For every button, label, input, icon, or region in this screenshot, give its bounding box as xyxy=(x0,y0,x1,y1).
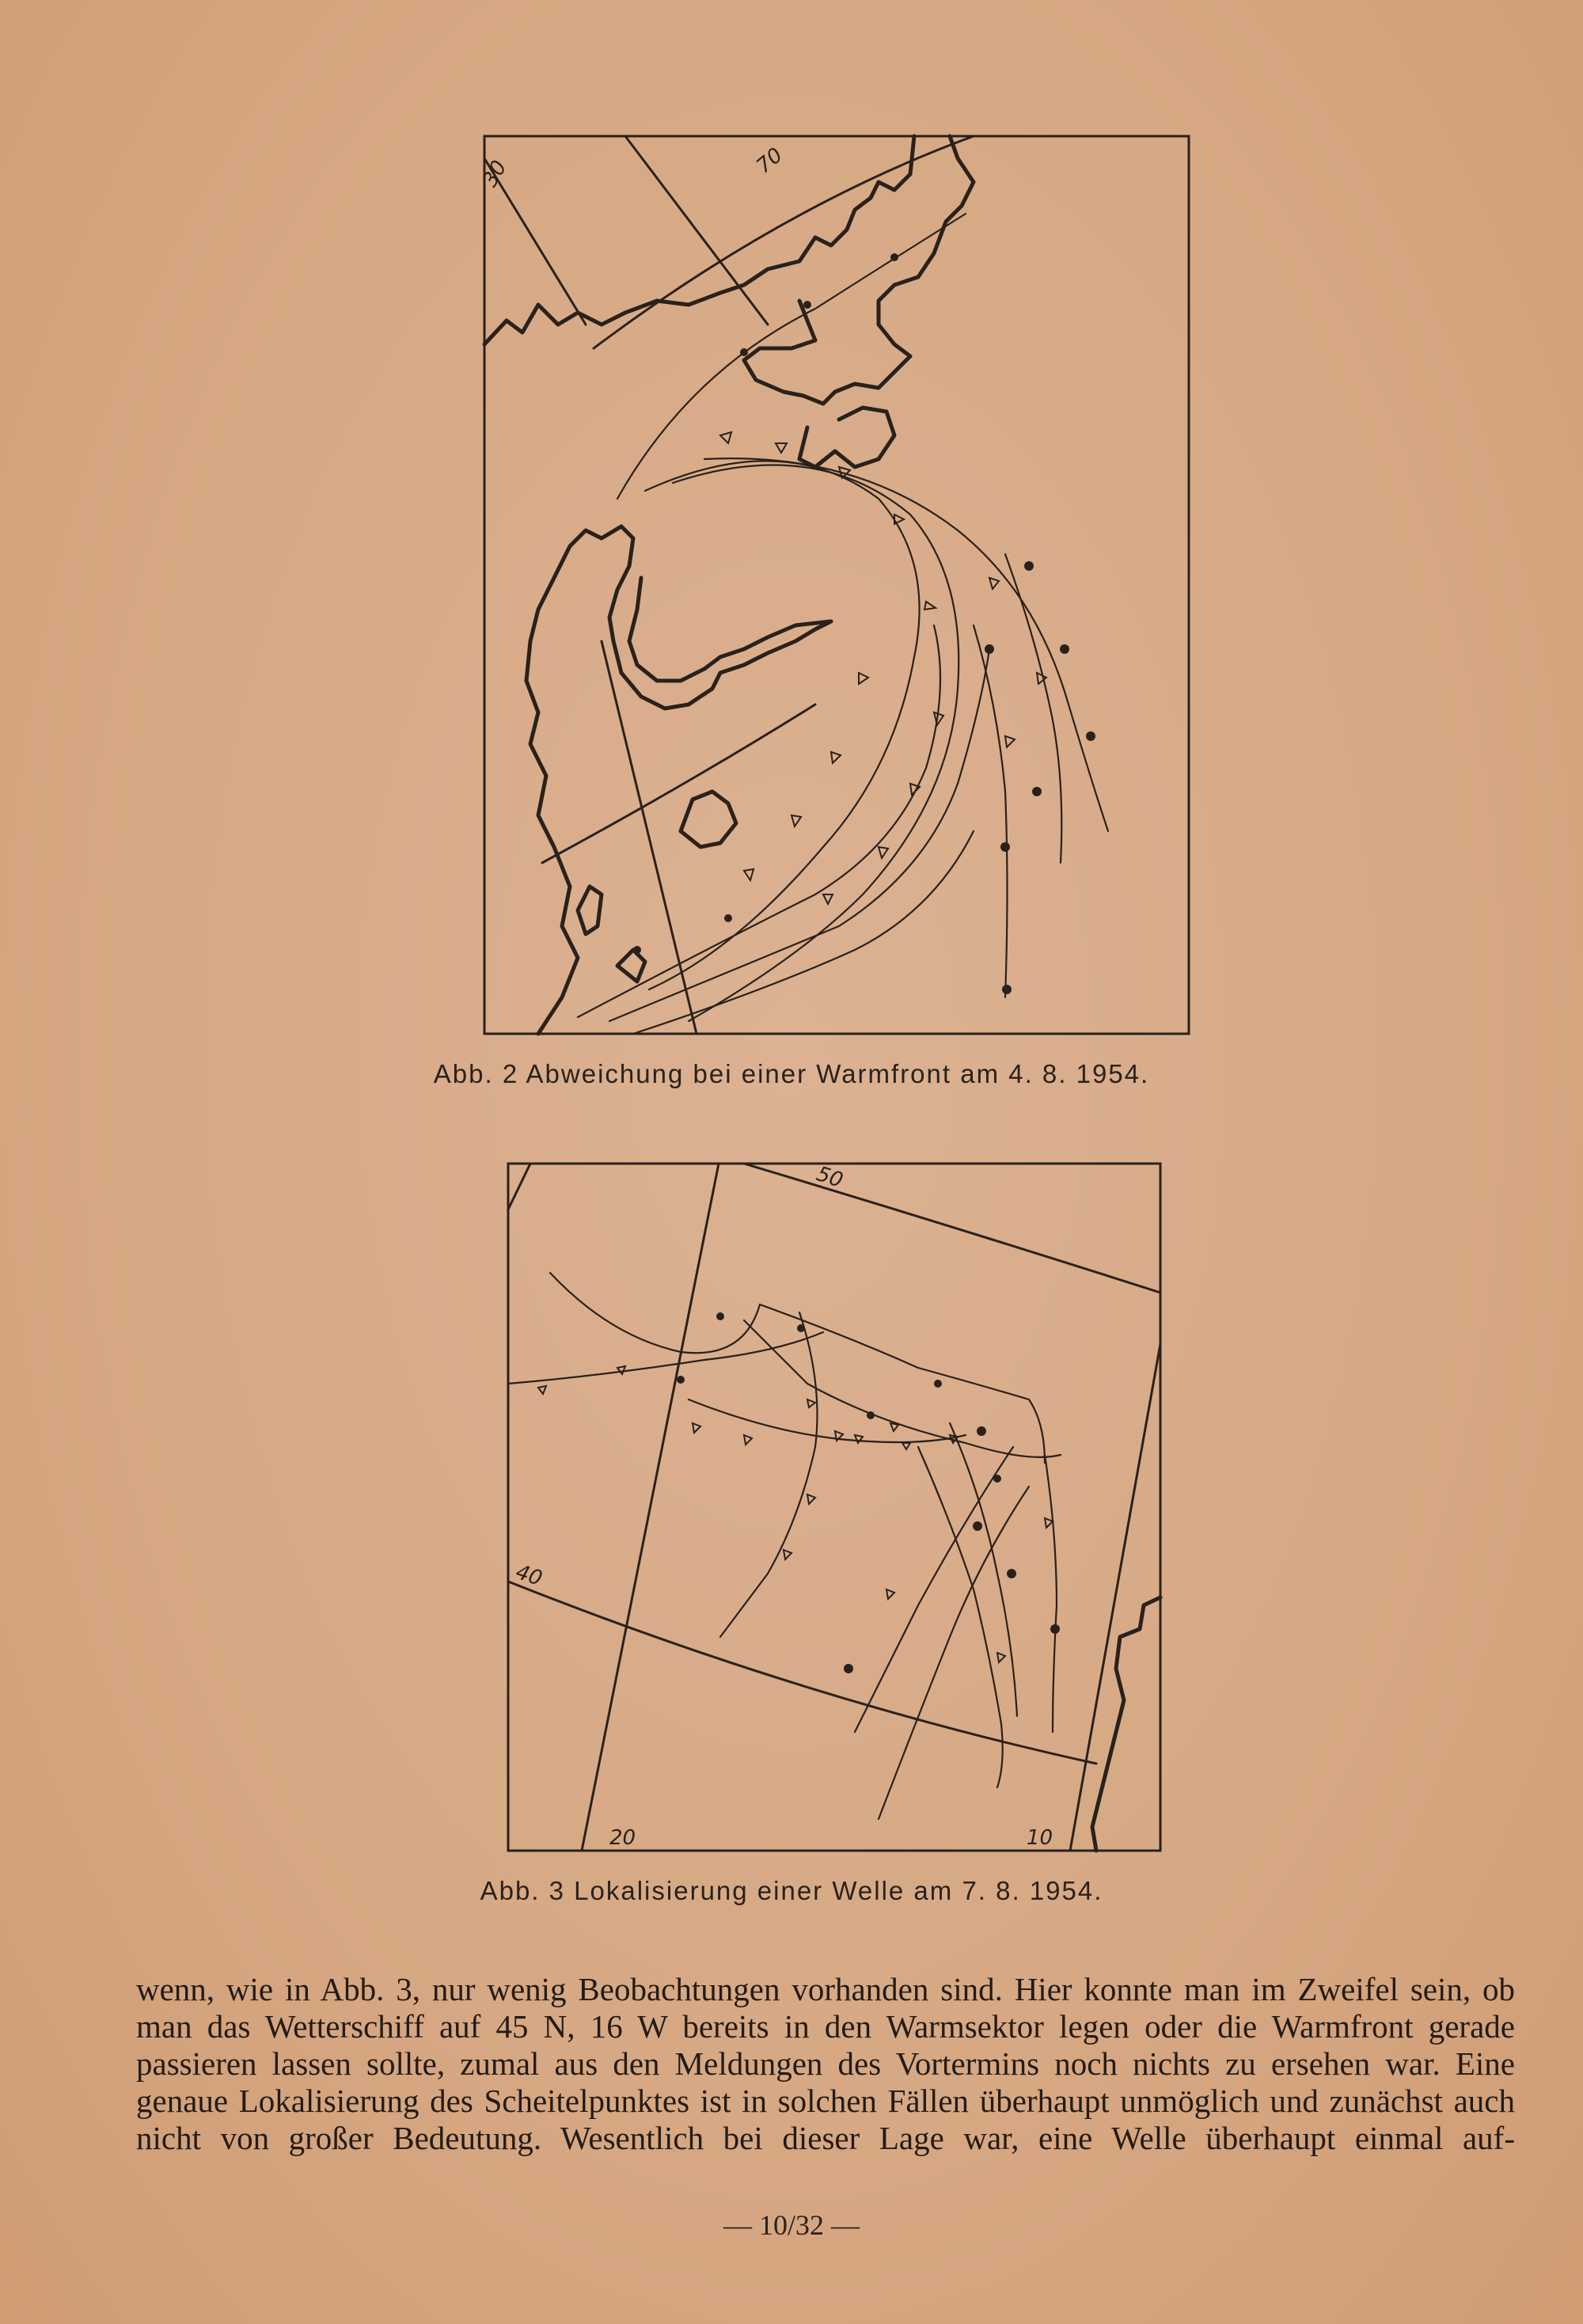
figure-3-front-4 xyxy=(744,1320,1061,1457)
figure-2-coast-iberia xyxy=(526,546,578,1034)
figure-2-caption: Abb. 2 Abweichung bei einer Warmfront am 4. 8. 1954. xyxy=(433,1059,1150,1088)
figure-2-front-9 xyxy=(633,831,974,1034)
figure-2-coast-britain xyxy=(570,526,831,708)
figure-2-front-3 xyxy=(673,465,959,1022)
figure-2-frame xyxy=(484,136,1189,1034)
figure-2-parallel-lower xyxy=(542,704,815,863)
figure-3-front-6 xyxy=(720,1312,818,1637)
figure-2-front-symbols xyxy=(633,253,1095,994)
figure-2-label-30: 30 xyxy=(478,156,512,192)
figure-3-label-50: 50 xyxy=(813,1162,846,1193)
figure-3-parallel-40 xyxy=(508,1582,1096,1764)
figure-2-coast-north xyxy=(484,136,914,344)
figure-3-meridian-10 xyxy=(1070,1344,1160,1851)
figure-3-front-1 xyxy=(550,1273,760,1353)
figure-3-front-symbols xyxy=(538,1312,1060,1673)
figure-3-front-3 xyxy=(689,1399,966,1442)
figure-2-front-5 xyxy=(1005,554,1061,863)
page-number: — 10/32 — xyxy=(723,2209,860,2241)
figure-3-front-10 xyxy=(855,1447,1013,1732)
figure-2-front-8 xyxy=(609,649,989,1021)
figure-2-meridian-center xyxy=(625,136,768,325)
body-paragraph: wenn, wie in Abb. 3, nur wenig Beobachtungen vorhanden sind. Hier konnte man im Zweifel sein, ob man das Wetterschiff auf 45 N, 16 W bereits in den Warmsektor legen oder die Warmfront gerade passieren lassen sollte, zumal aus den Meldungen des Vortermins noch nichts zu ersehen war. Eine genaue Lokalisierung des Scheitelpunktes ist in solchen Fällen überhaupt unmöglich und zunächst auch nicht von großer Bedeutung. Wesentlich bei dieser Lage war, eine Welle überhaupt einmal auf- xyxy=(136,1971,1515,2156)
figure-2-front-1 xyxy=(617,214,966,499)
figure-3-corner xyxy=(508,1164,530,1209)
figure-2-front-4 xyxy=(704,458,1108,831)
figure-2-map xyxy=(478,135,1191,1037)
figure-3-label-40: 40 xyxy=(512,1560,545,1591)
figure-3-coast-iberia xyxy=(1092,1597,1160,1851)
figure-3-label-20: 20 xyxy=(609,1826,636,1850)
figure-3-front-8 xyxy=(918,1447,1003,1787)
figure-3-front-11 xyxy=(879,1487,1029,1819)
figure-3-front-2 xyxy=(508,1332,823,1384)
figure-2-coast-scandinavia xyxy=(744,136,974,404)
figure-3-frame xyxy=(508,1164,1160,1851)
figure-2-label-70: 70 xyxy=(752,143,788,179)
figure-3-label-10: 10 xyxy=(1027,1826,1053,1850)
figure-3-meridian-20 xyxy=(582,1164,719,1851)
figure-3-parallel-50 xyxy=(744,1164,1160,1293)
figure-3-front-7 xyxy=(950,1423,1017,1716)
figure-3-caption: Abb. 3 Lokalisierung einer Welle am 7. 8. 1954. xyxy=(480,1876,1103,1905)
figure-3-map xyxy=(507,1162,1164,1852)
figure-2-front-6 xyxy=(974,625,1008,997)
figure-3-front-9 xyxy=(1045,1455,1057,1732)
figure-2-coast-baltic xyxy=(799,408,894,467)
